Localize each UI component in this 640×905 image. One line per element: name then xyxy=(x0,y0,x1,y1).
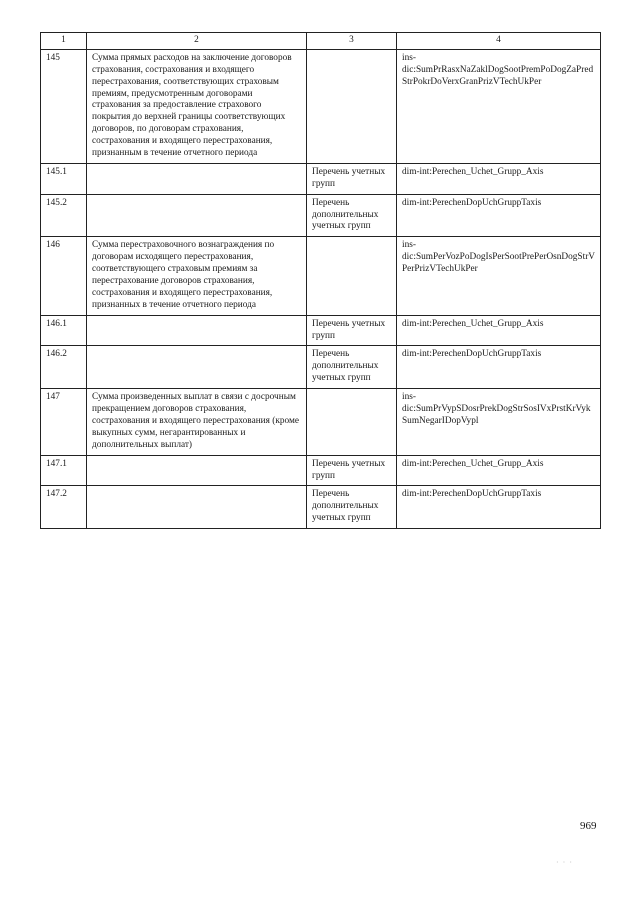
row-code: dim-int:Perechen_Uchet_Grupp_Axis xyxy=(397,455,601,486)
table-row xyxy=(41,455,601,486)
row-description: Сумма прямых расходов на заключение договоров страхования, сострахования и входящего перестрахования, соответствующих страховым премиям, предусмотренным договорами страхования за предоставление страхового покрытия до верхней границы соответствующих договоров, по договорам страхования, сострахования и входящего перестрахования, признанным в течение отчетного периода xyxy=(87,49,307,163)
row-description: Сумма перестраховочного вознаграждения по договорам исходящего перестрахования, соответствующего страховым премиям за перестрахование договоров страхования, сострахования и входящего перестрахования, признанных в течение отчетного периода xyxy=(87,237,307,315)
row-list xyxy=(307,237,397,315)
row-code: dim-int:PerechenDopUchGruppTaxis xyxy=(397,194,601,237)
row-code: dim-int:Perechen_Uchet_Grupp_Axis xyxy=(397,315,601,346)
row-list: Перечень учетных групп xyxy=(307,455,397,486)
row-description xyxy=(87,346,307,389)
row-number: 147.2 xyxy=(41,486,87,529)
row-code: dim-int:Perechen_Uchet_Grupp_Axis xyxy=(397,163,601,194)
data-table xyxy=(40,32,601,529)
row-number: 146 xyxy=(41,237,87,315)
row-description xyxy=(87,315,307,346)
row-list xyxy=(307,389,397,455)
table-row xyxy=(41,389,601,455)
row-list: Перечень дополнительных учетных групп xyxy=(307,486,397,529)
page-number: 969 xyxy=(580,820,597,832)
header-cell-1: 1 xyxy=(41,33,87,50)
table-row xyxy=(41,49,601,163)
table-row xyxy=(41,486,601,529)
row-description: Сумма произведенных выплат в связи с досрочным прекращением договоров страхования, сострахования и входящего перестрахования (кроме выкупных сумм, негарантированных и дополнительных выплат) xyxy=(87,389,307,455)
header-row xyxy=(41,33,601,50)
table-row xyxy=(41,194,601,237)
row-code: ins-dic:SumPerVozPoDogIsPerSootPrePerOsnDogStrVPerPrizVTechUkPer xyxy=(397,237,601,315)
row-number: 146.2 xyxy=(41,346,87,389)
row-code: ins-dic:SumPrRasxNaZaklDogSootPremPoDogZaPredStrPokrDoVerxGranPrizVTechUkPer xyxy=(397,49,601,163)
row-list: Перечень дополнительных учетных групп xyxy=(307,194,397,237)
row-description xyxy=(87,486,307,529)
row-number: 146.1 xyxy=(41,315,87,346)
row-list: Перечень учетных групп xyxy=(307,163,397,194)
row-code: dim-int:PerechenDopUchGruppTaxis xyxy=(397,346,601,389)
row-code: ins-dic:SumPrVypSDosrPrekDogStrSosIVxPrstKrVykSumNegarIDopVypl xyxy=(397,389,601,455)
row-number: 147 xyxy=(41,389,87,455)
row-list: Перечень учетных групп xyxy=(307,315,397,346)
row-code: dim-int:PerechenDopUchGruppTaxis xyxy=(397,486,601,529)
scan-artifact-marks: · · · xyxy=(556,858,573,867)
table-row xyxy=(41,346,601,389)
header-cell-3: 3 xyxy=(307,33,397,50)
row-list xyxy=(307,49,397,163)
header-cell-4: 4 xyxy=(397,33,601,50)
header-cell-2: 2 xyxy=(87,33,307,50)
row-number: 145 xyxy=(41,49,87,163)
row-number: 145.2 xyxy=(41,194,87,237)
table-row xyxy=(41,237,601,315)
row-number: 145.1 xyxy=(41,163,87,194)
row-description xyxy=(87,163,307,194)
table-row xyxy=(41,315,601,346)
rotated-table-container xyxy=(40,32,600,792)
table-row xyxy=(41,163,601,194)
row-description xyxy=(87,455,307,486)
row-description xyxy=(87,194,307,237)
row-number: 147.1 xyxy=(41,455,87,486)
row-list: Перечень дополнительных учетных групп xyxy=(307,346,397,389)
